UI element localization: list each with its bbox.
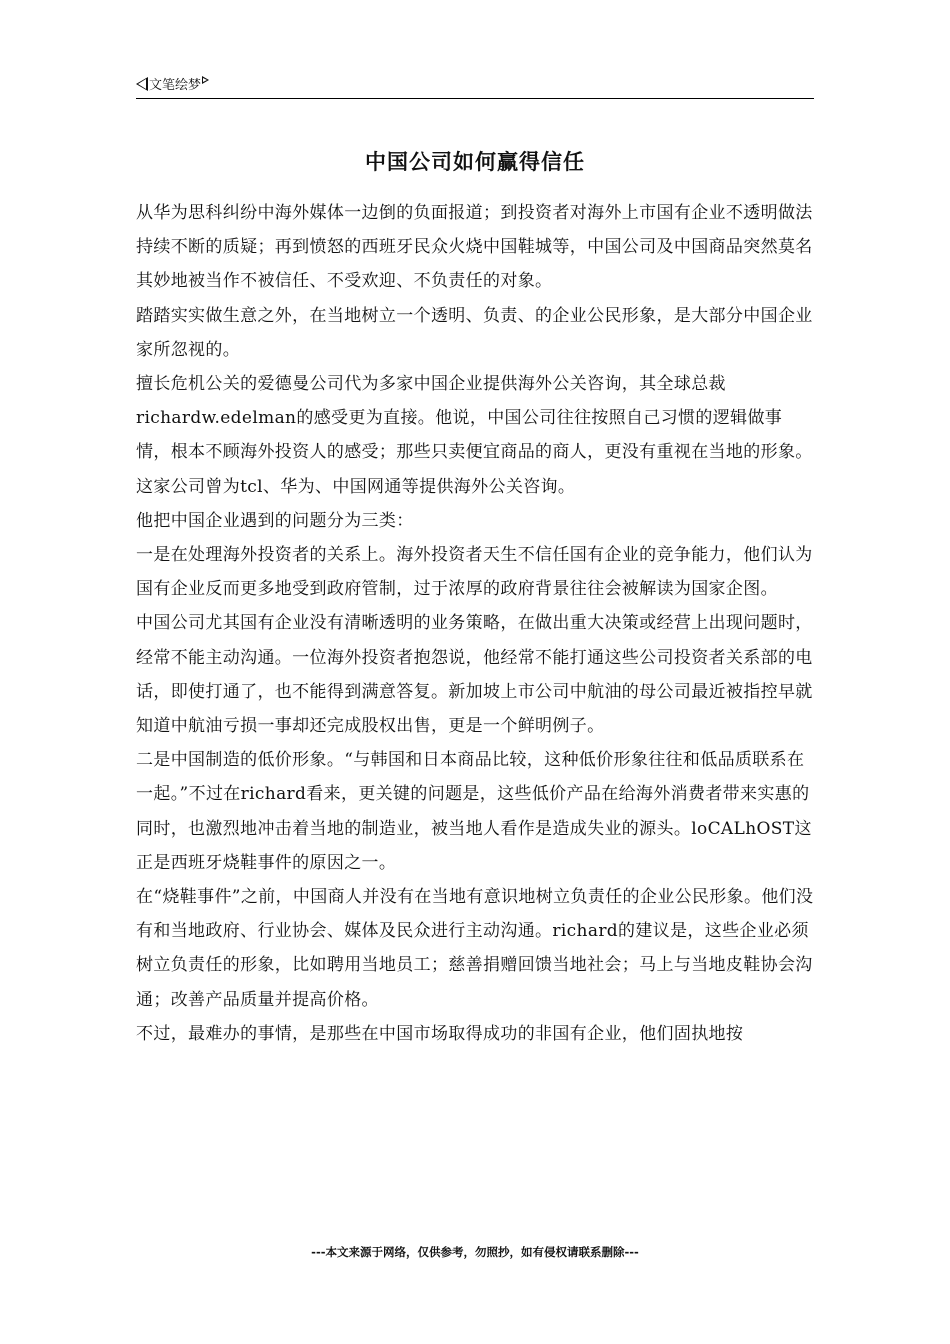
paragraph: 他把中国企业遇到的问题分为三类：	[136, 510, 414, 531]
paragraph: 踏踏实实做生意之外，在当地树立一个透明、负责、的企业公民形象，是大部分中国企业家所忽视的。	[136, 305, 813, 360]
page-header	[136, 72, 814, 99]
triangle-right-icon	[202, 76, 209, 84]
document-title: 中国公司如何赢得信任	[365, 150, 585, 174]
paragraph: 不过，最难办的事情，是那些在中国市场取得成功的非国有企业，他们固执地按	[136, 1023, 744, 1044]
paragraph: 一是在处理海外投资者的关系上。海外投资者天生不信任国有企业的竞争能力，他们认为国有企业反而更多地受到政府管制，过于浓厚的政府背景往往会被解读为国家企图。	[136, 545, 813, 600]
header-brand-text: 文笔绘梦	[149, 78, 202, 93]
footer-notice: ---本文来源于网络，仅供参考，勿照抄，如有侵权请联系删除---	[311, 1245, 639, 1259]
paragraph: 在“烧鞋事件”之前，中国商人并没有在当地有意识地树立负责任的企业公民形象。他们没有和当地政府、行业协会、媒体及民众进行主动沟通。richard的建议是，这些企业必须树立负责任的形象，比如聘用当地员工；慈善捐赠回馈当地社会；马上与当地皮鞋协会沟通；改善产品质量并提高价格。	[136, 887, 814, 1010]
header-brand-mark	[136, 74, 209, 93]
paragraph: 中国公司尤其国有企业没有清晰透明的业务策略，在做出重大决策或经营上出现问题时，经常不能主动沟通。一位海外投资者抱怨说，他经常不能打通这些公司投资者关系部的电话，即使打通了，也不能得到满意答复。新加坡上市公司中航油的母公司最近被指控早就知道中航油亏损一事却还完成股权出售，更是一个鲜明例子。	[136, 613, 813, 737]
paragraph: 从华为思科纠纷中海外媒体一边倒的负面报道；到投资者对海外上市国有企业不透明做法持续不断的质疑；再到愤怒的西班牙民众火烧中国鞋城等，中国公司及中国商品突然莫名其妙地被当作不被信任、不受欢迎、不负责任的对象。	[136, 203, 813, 292]
triangle-left-icon	[136, 77, 148, 91]
document-body	[136, 196, 816, 1051]
paragraph: 擅长危机公关的爱德曼公司代为多家中国企业提供海外公关咨询，其全球总裁richardw.edelman的感受更为直接。他说，中国公司往往按照自己习惯的逻辑做事情，根本不顾海外投资人的感受；那些只卖便宜商品的商人，更没有重视在当地的形象。这家公司曾为tcl、华为、中国网通等提供海外公关咨询。	[136, 374, 813, 497]
paragraph: 二是中国制造的低价形象。“与韩国和日本商品比较，这种低价形象往往和低品质联系在一起。”不过在richard看来，更关键的问题是，这些低价产品在给海外消费者带来实惠的同时，也激烈地冲击着当地的制造业，被当地人看作是造成失业的源头。loCALhOST这正是西班牙烧鞋事件的原因之一。	[136, 750, 812, 873]
